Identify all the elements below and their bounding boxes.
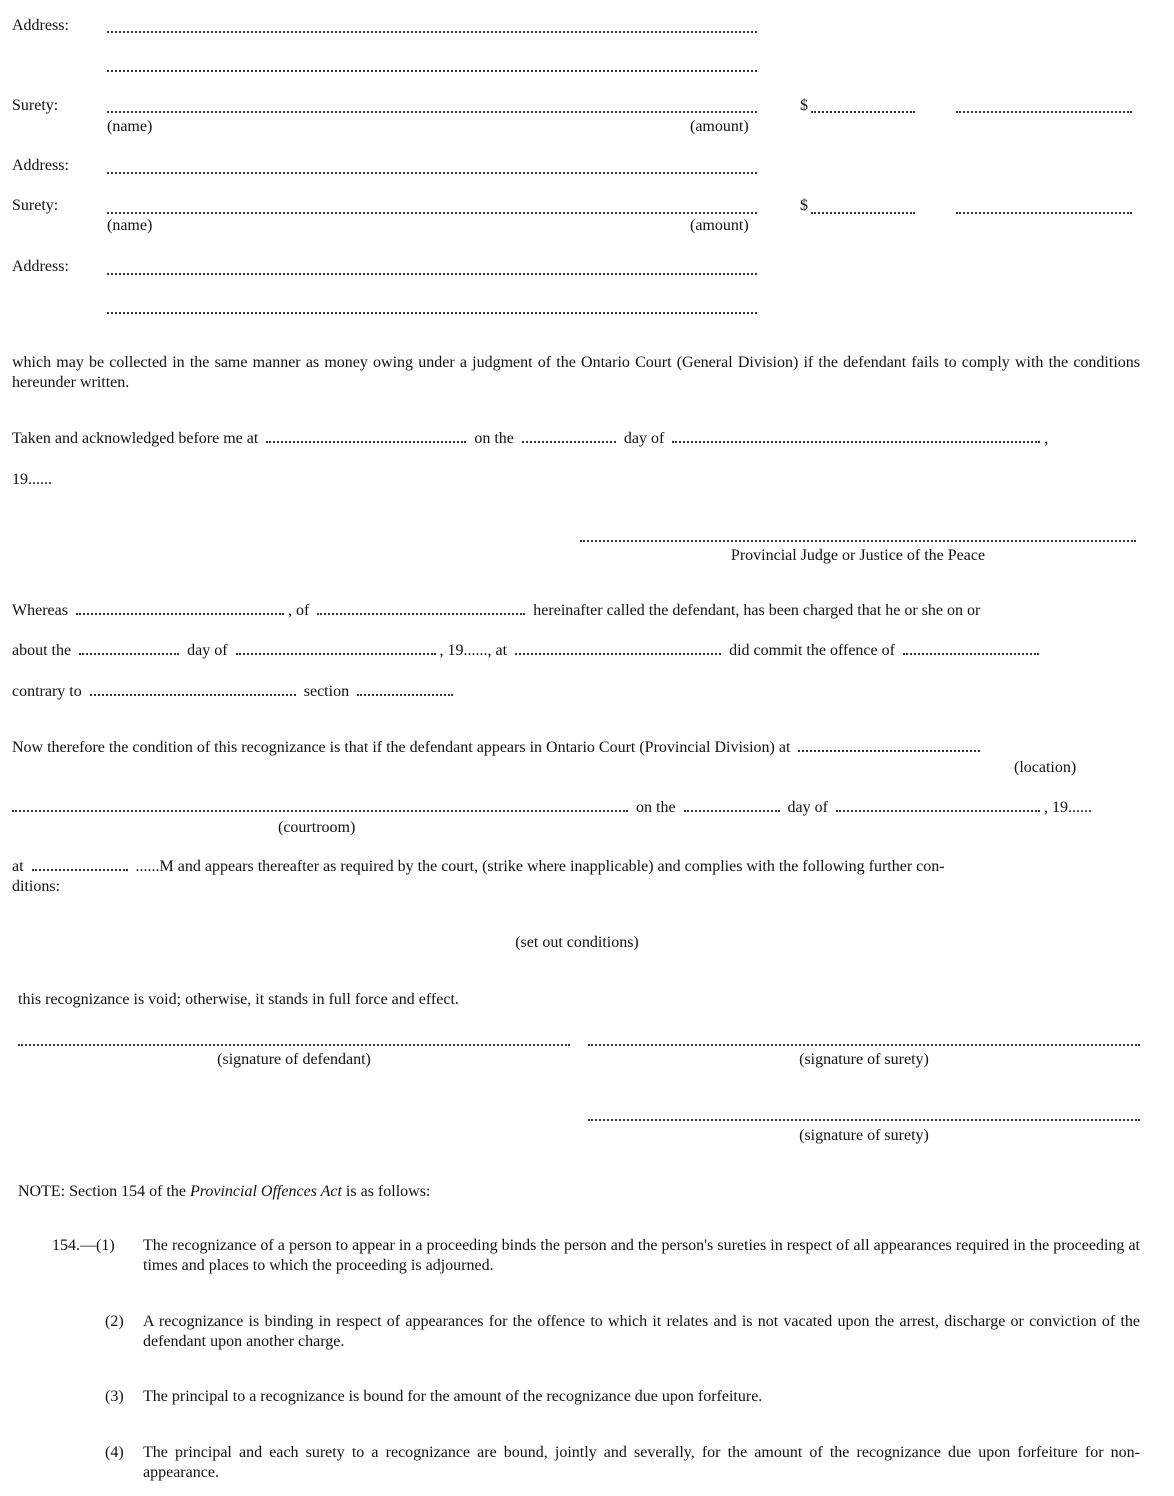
taken-year[interactable]: 19......	[12, 471, 52, 488]
courtroom-caption: (courtroom)	[278, 819, 356, 836]
set-out-conditions: (set out conditions)	[515, 934, 639, 951]
location-caption: (location)	[1014, 759, 1077, 776]
defendant-signature-caption: (signature of defendant)	[217, 1051, 371, 1068]
address-line-1b[interactable]	[107, 70, 757, 72]
surety-signature-line-2[interactable]	[588, 1119, 1140, 1121]
surety-name-line-2[interactable]	[107, 212, 757, 214]
surety-name-line-1[interactable]	[107, 111, 757, 113]
courtroom-day-field[interactable]	[684, 798, 780, 812]
section-word: section	[303, 683, 350, 700]
address-line-2[interactable]	[107, 172, 757, 174]
about-place-field[interactable]	[515, 641, 721, 655]
courtroom-line	[12, 798, 1092, 818]
about-nineteen: , 19......, at	[439, 642, 508, 659]
whereas-word: Whereas	[12, 602, 68, 619]
about-the: about the	[12, 642, 72, 659]
whereas-line	[12, 601, 980, 621]
note-act-title: Provincial Offences Act	[189, 1183, 342, 1200]
address-label-2: Address:	[12, 157, 69, 174]
note-item-text-1: The recognizance of a person to appear in a proceeding binds the person and the person's sureties in respect of all appearances required in the proceeding at times and places to which the proceeding is adjourned.	[143, 1237, 1140, 1274]
dollar-sign-2: $	[800, 197, 808, 214]
whereas-name-field[interactable]	[76, 601, 284, 615]
taken-day-field[interactable]	[522, 429, 616, 443]
section-field[interactable]	[357, 682, 453, 696]
taken-day-of: day of	[623, 430, 665, 447]
note-item-num-3: (3)	[105, 1388, 124, 1405]
about-month-field[interactable]	[236, 641, 436, 655]
note-item-num-1: 154.—(1)	[52, 1237, 115, 1254]
name-caption-1: (name)	[107, 118, 153, 135]
note-item-num-4: (4)	[105, 1444, 124, 1461]
contrary-act-field[interactable]	[90, 682, 296, 696]
void-clause: this recognizance is void; otherwise, it stands in full force and effect.	[18, 991, 459, 1008]
address-line-3a[interactable]	[107, 273, 757, 275]
whereas-of: , of	[287, 602, 310, 619]
contrary-line	[12, 682, 457, 702]
judge-signature-line[interactable]	[580, 540, 1136, 542]
surety-label-2: Surety:	[12, 197, 59, 214]
surety-label-1: Surety:	[12, 97, 59, 114]
taken-comma: ,	[1044, 430, 1049, 447]
note-item-num-2: (2)	[105, 1313, 124, 1330]
note-item-text-4: The principal and each surety to a recognizance are bound, jointly and severally, for the amount of the recognizance due upon forfeiture for non-appearance.	[143, 1444, 1140, 1481]
contrary-to: contrary to	[12, 683, 82, 700]
taken-prefix: Taken and acknowledged before me at	[12, 430, 259, 447]
collection-clause: which may be collected in the same manner as money owing under a judgment of the Ontario Court (General Division) if the defendant fails to comply with the conditions hereunder written.	[12, 354, 1140, 391]
whereas-hereinafter: hereinafter called the defendant, has been charged that he or she on or	[533, 602, 981, 619]
taken-line	[12, 429, 1048, 449]
whereas-of-field[interactable]	[317, 601, 525, 615]
courtroom-day-of: day of	[787, 799, 828, 816]
note-item-text-3: The principal to a recognizance is bound for the amount of the recognizance due upon forfeiture.	[143, 1388, 763, 1405]
now-therefore-line	[12, 738, 984, 758]
courtroom-month-field[interactable]	[836, 798, 1040, 812]
name-caption-2: (name)	[107, 217, 153, 234]
offence-field[interactable]	[903, 641, 1039, 655]
surety-signature-line-1[interactable]	[588, 1044, 1140, 1046]
taken-month-field[interactable]	[672, 429, 1040, 443]
note-item-text-2: A recognizance is binding in respect of appearances for the offence to which it relates and is not vacated upon the arrest, discharge or conviction of the defendant upon another charge.	[143, 1313, 1140, 1350]
defendant-signature-line[interactable]	[18, 1044, 570, 1046]
at-word: at	[12, 858, 24, 875]
about-day-field[interactable]	[79, 641, 179, 655]
surety-extra-line-1[interactable]	[956, 111, 1132, 113]
taken-place-field[interactable]	[266, 429, 466, 443]
surety-signature-caption-1: (signature of surety)	[799, 1051, 929, 1068]
address-label-1: Address:	[12, 17, 69, 34]
note-heading	[18, 1182, 430, 1202]
surety-extra-line-2[interactable]	[956, 212, 1132, 214]
surety-signature-caption-2: (signature of surety)	[799, 1127, 929, 1144]
ditions-text: ditions:	[12, 878, 61, 895]
now-therefore-text: Now therefore the condition of this recognizance is that if the defendant appears in Ontario Court (Provincial Division) at	[12, 739, 791, 756]
note-suffix: is as follows:	[341, 1183, 431, 1200]
courtroom-year: , 19......	[1043, 799, 1092, 816]
courtroom-on-the: on the	[636, 799, 676, 816]
surety-amount-line-2[interactable]	[811, 212, 915, 214]
note-prefix: NOTE: Section 154 of the	[18, 1183, 190, 1200]
time-line	[12, 857, 945, 877]
taken-on-the: on the	[474, 430, 514, 447]
address-label-3: Address:	[12, 258, 69, 275]
amount-caption-2: (amount)	[690, 217, 749, 234]
surety-amount-line-1[interactable]	[811, 111, 915, 113]
about-day-of: day of	[187, 642, 228, 659]
address-line-3b[interactable]	[107, 312, 757, 314]
courtroom-field[interactable]	[12, 798, 628, 812]
address-line-1a[interactable]	[107, 31, 757, 33]
location-field[interactable]	[798, 738, 980, 752]
judge-caption: Provincial Judge or Justice of the Peace	[730, 547, 986, 564]
dollar-sign-1: $	[800, 97, 808, 114]
about-line	[12, 641, 1043, 661]
amount-caption-1: (amount)	[690, 118, 749, 135]
about-did-commit: did commit the offence of	[729, 642, 895, 659]
time-field[interactable]	[32, 857, 128, 871]
m-clause: ......M and appears thereafter as required by the court, (strike where inapplicable) and complies with the following further con-	[135, 858, 945, 875]
